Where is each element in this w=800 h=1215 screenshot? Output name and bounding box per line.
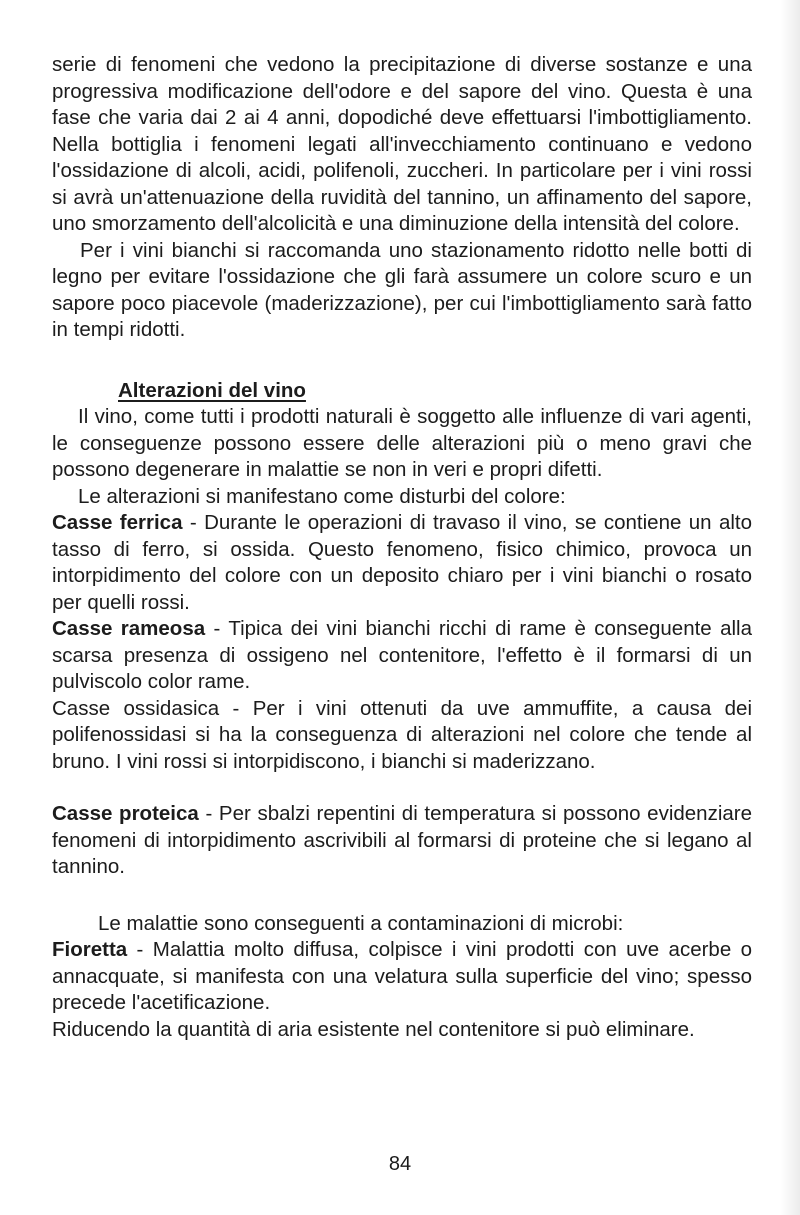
paragraph-fioretta-remedy: Riducendo la quantità di aria esistente nel contenitore si può eliminare. [52, 1017, 695, 1041]
page-number: 84 [388, 1153, 412, 1175]
term-casse-ferrica: Casse ferrica [52, 511, 183, 534]
paragraph-malattie-intro: Le malattie sono conseguenti a contaminazioni di microbi: [98, 911, 624, 935]
desc-casse-rameosa: - Tipica dei vini bianchi ricchi di rame è conseguente alla scarsa presenza di ossigeno nel contenitore, l'effetto è il formarsi di un pulviscolo color rame. [52, 617, 752, 693]
section-heading-alterazioni: Alterazioni del vino [118, 378, 306, 402]
term-fioretta: Fioretta [52, 938, 128, 961]
entry-casse-proteica [52, 801, 752, 881]
entry-casse-rameosa [52, 616, 752, 696]
paragraph-aging: serie di fenomeni che vedono la precipitazione di diverse sostanze e una progressiva modificazione dell'odore e del sapore del vino. Questa è una fase che varia dai 2 ai 4 anni, dopodiché deve effettuarsi l'imbottigliamento. Nella bottiglia i fenomeni legati all'invecchiamento continuano e vedono l'ossidazione di alcoli, acidi, polifenoli, zuccheri. In particolare per i vini rossi si avrà un'attenuazione della ruvidità del tannino, un affinamento del sapore, uno smorzamento dell'alcolicità e una diminuzione della intensità del colore. [52, 53, 752, 235]
page-body [52, 52, 752, 1043]
term-casse-rameosa: Casse rameosa [52, 617, 206, 640]
desc-casse-proteica: - Per sbalzi repentini di temperatura si possono evidenziare fenomeni di intorpidimento ascrivibili al formarsi di proteine che si legano al tannino. [52, 802, 753, 878]
entry-casse-ferrica [52, 510, 752, 616]
page-edge-shadow [780, 0, 800, 1215]
paragraph-intro-alterazioni: Il vino, come tutti i prodotti naturali è soggetto alle influenze di vari agenti, le conseguenze possono essere delle alterazioni più o meno gravi che possono degenerare in malattie se non in veri e propri difetti. [52, 405, 752, 481]
paragraph-white-wines: Per i vini bianchi si raccomanda uno stazionamento ridotto nelle botti di legno per evitare l'ossidazione che gli farà assumere un colore scuro e un sapore poco piacevole (maderizzazione), per cui l'imbottigliamento sarà fatto in tempi ridotti. [52, 238, 752, 341]
entry-casse-ossidasica: Casse ossidasica - Per i vini ottenuti da uve ammuffite, a causa dei polifenossidasi si ha la conseguenza di alterazioni nel colore che tende al bruno. I vini rossi si intorpidiscono, i bianchi si maderizzano. [52, 696, 752, 773]
desc-fioretta: - Malattia molto diffusa, colpisce i vini prodotti con uve acerbe o annacquate, si manifesta con una velatura sulla superficie del vino; spesso precede l'acetificazione. [52, 938, 752, 1014]
paragraph-color-disturbances: Le alterazioni si manifestano come disturbi del colore: [78, 484, 566, 508]
term-casse-proteica: Casse proteica [52, 802, 199, 825]
entry-fioretta [52, 937, 752, 1017]
desc-casse-ferrica: - Durante le operazioni di travaso il vino, se contiene un alto tasso di ferro, si ossida. Questo fenomeno, fisico chimico, provoca un intorpidimento del colore con un deposito chiaro per i vini bianchi o rosato per quelli rossi. [52, 511, 752, 614]
